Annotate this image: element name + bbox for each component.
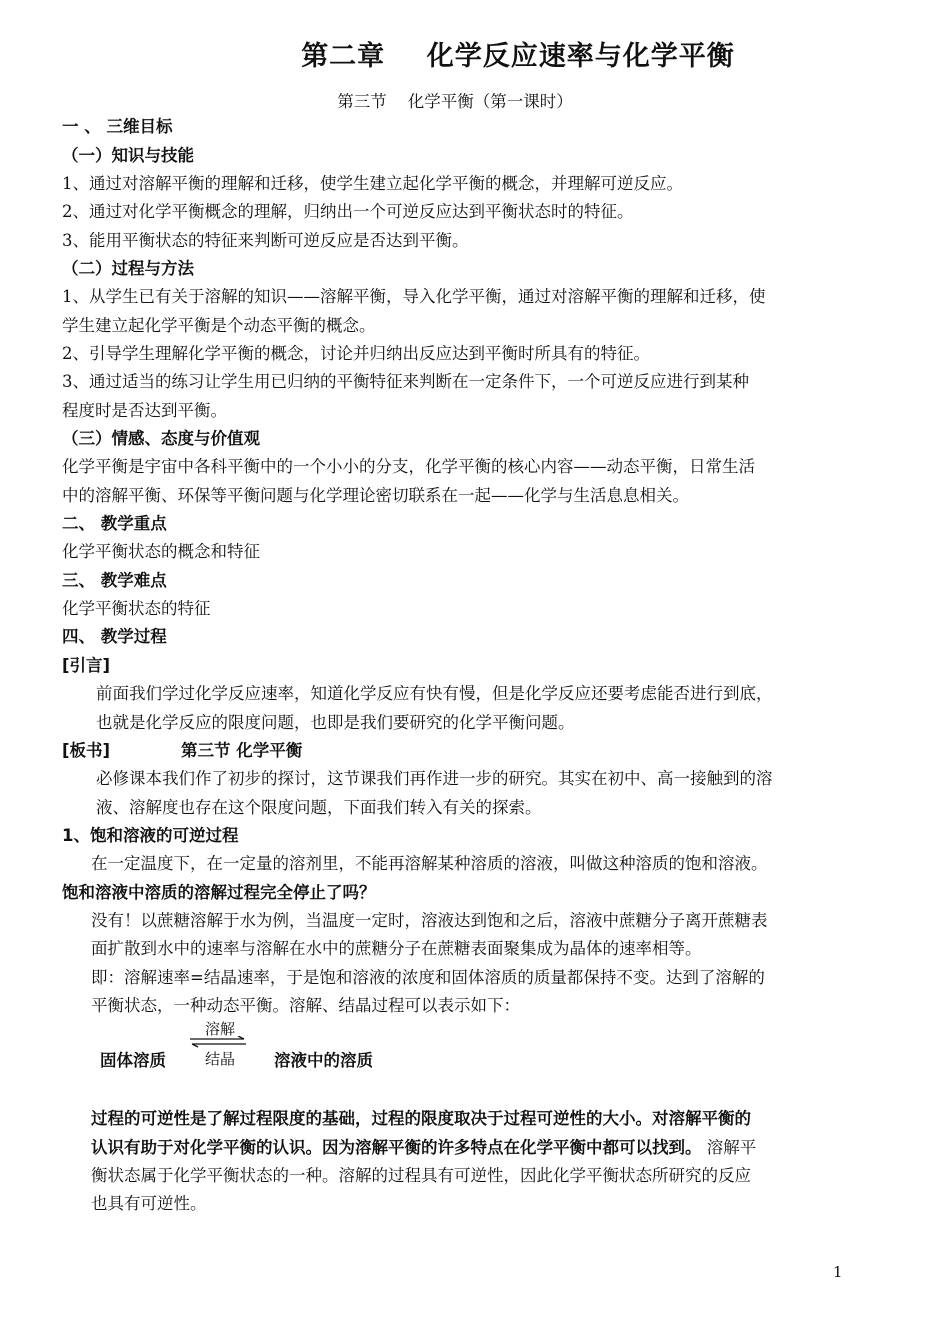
board-text-a: 必修课本我们作了初步的探讨，这节课我们再作进一步的研究。其实在初中、高一接触到的溶 bbox=[96, 769, 773, 788]
heading-process: （二）过程与方法 bbox=[62, 259, 194, 278]
heading-emotion: （三）情感、态度与价值观 bbox=[62, 429, 260, 448]
answer-a: 没有！以蔗糖溶解于水为例，当温度一定时，溶液达到饱和之后，溶液中蔗糖分子离开蔗糖表 bbox=[91, 911, 768, 930]
equation-dissolved-solute: 溶液中的溶质 bbox=[274, 1051, 373, 1070]
summary-b-bold: 认识有助于对化学平衡的认识。因为溶解平衡的许多特点在化学平衡中都可以找到。 bbox=[91, 1138, 702, 1157]
equation-crystallize-label: 结晶 bbox=[205, 1050, 236, 1068]
summary-b bbox=[91, 1138, 756, 1158]
saturated-heading: 1、饱和溶液的可逆过程 bbox=[62, 826, 239, 845]
heading-key-points: 二、 教学重点 bbox=[62, 514, 167, 533]
knowledge-item-2: 2、通过对化学平衡概念的理解，归纳出一个可逆反应达到平衡状态时的特征。 bbox=[62, 202, 634, 221]
page-number: 1 bbox=[833, 1263, 843, 1281]
equation-solid-solute: 固体溶质 bbox=[100, 1051, 166, 1070]
intro-text-b: 也就是化学反应的限度问题，也即是我们要研究的化学平衡问题。 bbox=[96, 713, 575, 732]
heading-objectives: 一 、 三维目标 bbox=[62, 117, 173, 136]
summary-d: 也具有可逆性。 bbox=[91, 1194, 207, 1213]
summary-c: 衡状态属于化学平衡状态的一种。溶解的过程具有可逆性，因此化学平衡状态所研究的反应 bbox=[91, 1166, 751, 1185]
board-heading: 第三节 化学平衡 bbox=[181, 741, 303, 760]
intro-text-a: 前面我们学过化学反应速率，知道化学反应有快有慢，但是化学反应还要考虑能否进行到底， bbox=[96, 684, 773, 703]
process-item-1b: 学生建立起化学平衡是个动态平衡的概念。 bbox=[62, 316, 376, 335]
heading-knowledge: （一）知识与技能 bbox=[62, 146, 194, 165]
heading-teaching-process: 四、 教学过程 bbox=[62, 627, 167, 646]
key-points-text: 化学平衡状态的概念和特征 bbox=[62, 542, 260, 561]
emotion-text-a: 化学平衡是宇宙中各科平衡中的一个小小的分支，化学平衡的核心内容——动态平衡，日常生活 bbox=[62, 457, 755, 476]
knowledge-item-1: 1、通过对溶解平衡的理解和迁移，使学生建立起化学平衡的概念，并理解可逆反应。 bbox=[62, 174, 683, 193]
section-subtitle: 第三节 化学平衡（第一课时） bbox=[337, 92, 573, 111]
chapter-title: 第二章 化学反应速率与化学平衡 bbox=[301, 41, 735, 72]
summary-b-normal: 溶解平 bbox=[701, 1138, 757, 1157]
process-item-2: 2、引导学生理解化学平衡的概念，讨论并归纳出反应达到平衡时所具有的特征。 bbox=[62, 344, 650, 363]
process-item-1a: 1、从学生已有关于溶解的知识——溶解平衡，导入化学平衡，通过对溶解平衡的理解和迁移，使 bbox=[62, 287, 766, 306]
answer-d: 平衡状态，一种动态平衡。溶解、结晶过程可以表示如下： bbox=[91, 996, 520, 1015]
emotion-text-b: 中的溶解平衡、环保等平衡问题与化学理论密切联系在一起——化学与生活息息相关。 bbox=[62, 486, 689, 505]
board-text-b: 液、溶解度也存在这个限度问题，下面我们转入有关的探索。 bbox=[96, 798, 542, 817]
difficulties-text: 化学平衡状态的特征 bbox=[62, 599, 211, 618]
saturated-definition: 在一定温度下，在一定量的溶剂里，不能再溶解某种溶质的溶液，叫做这种溶质的饱和溶液。 bbox=[91, 854, 768, 873]
process-item-3a: 3、通过适当的练习让学生用已归纳的平衡特征来判断在一定条件下，一个可逆反应进行到某种 bbox=[62, 372, 749, 391]
board-tag: [板书] bbox=[62, 741, 111, 760]
knowledge-item-3: 3、能用平衡状态的特征来判断可逆反应是否达到平衡。 bbox=[62, 231, 469, 250]
heading-difficulties: 三、 教学难点 bbox=[62, 571, 167, 590]
answer-c: 即：溶解速率=结晶速率，于是饱和溶液的浓度和固体溶质的质量都保持不变。达到了溶解的 bbox=[91, 968, 765, 987]
answer-b: 面扩散到水中的速率与溶解在水中的蔗糖分子在蔗糖表面聚集成为晶体的速率相等。 bbox=[91, 939, 702, 958]
question: 饱和溶液中溶质的溶解过程完全停止了吗？ bbox=[62, 883, 376, 902]
intro-tag: [引言] bbox=[62, 656, 111, 675]
process-item-3b: 程度时是否达到平衡。 bbox=[62, 401, 227, 420]
equation-dissolve-label: 溶解 bbox=[205, 1020, 236, 1038]
equilibrium-arrows-icon bbox=[188, 1036, 248, 1048]
summary-a: 过程的可逆性是了解过程限度的基础，过程的限度取决于过程可逆性的大小。对溶解平衡的 bbox=[91, 1109, 751, 1128]
